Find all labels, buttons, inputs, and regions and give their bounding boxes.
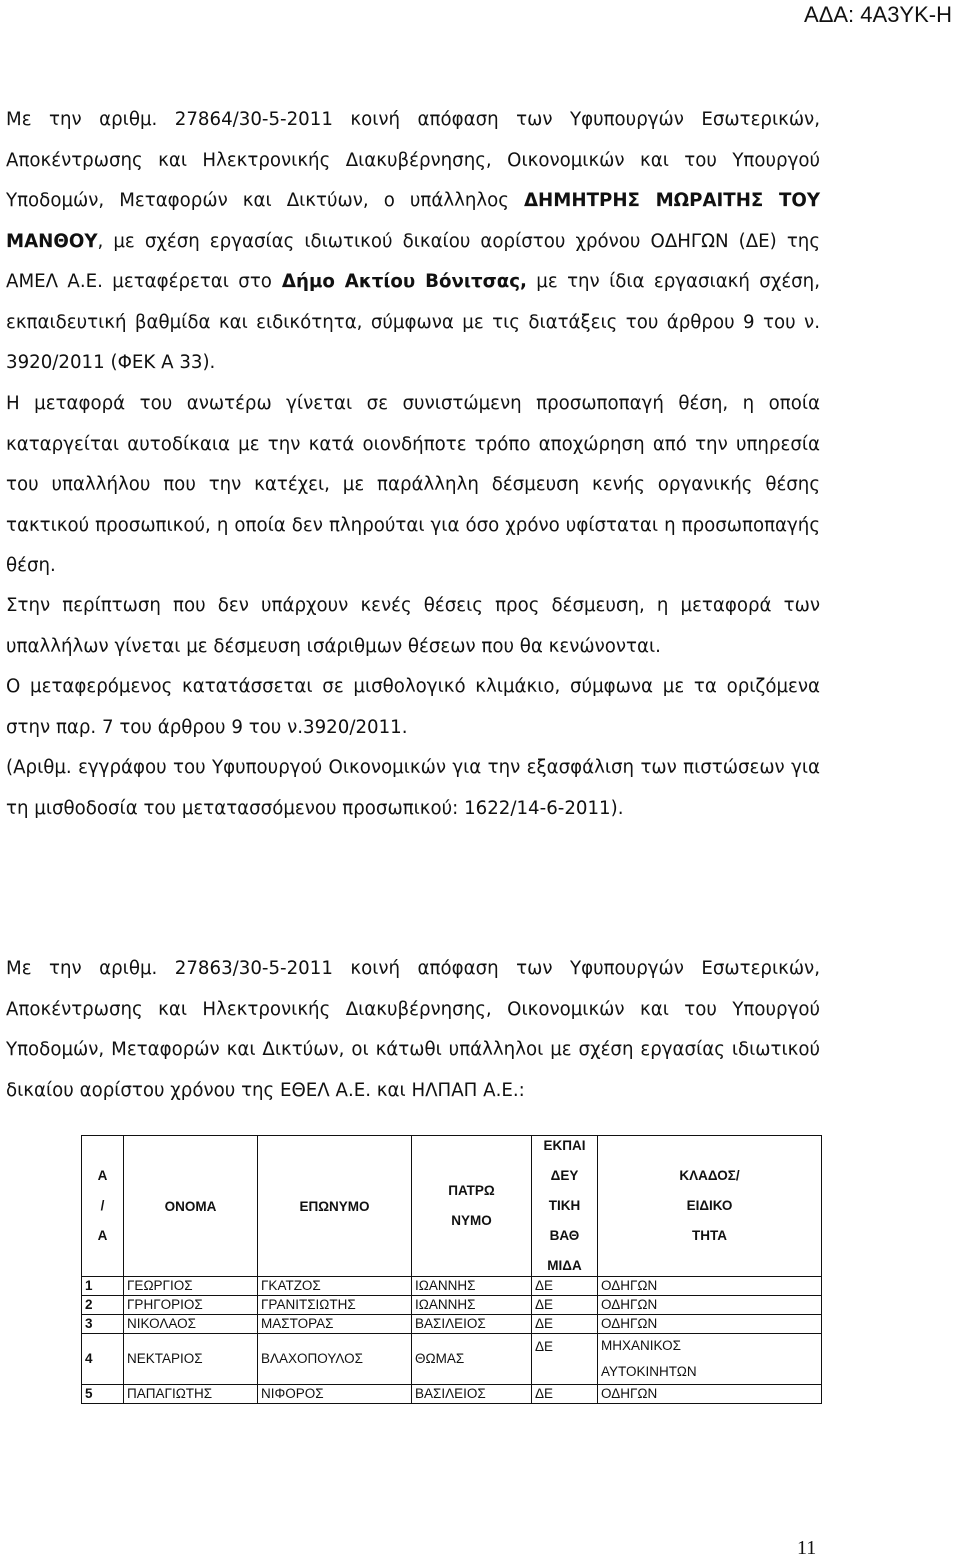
paragraph-personal-position: Η μεταφορά του ανωτέρω γίνεται σε συνιστώμενη προσωποπαγή θέση, η οποία καταργείται αυτοδίκαια με την κατά οιονδήποτε τρόπο αποχώρηση από την υπηρεσία του υπαλλήλου που την κατέχει, με παράλληλη δέσμευση κενής οργανικής θέσης τακτικού προσωπικού, η οποία δεν πληρούται για όσο χρόνο υφίσταται η προσωποπαγής θέση. <box>6 393 820 576</box>
ada-code: ΑΔΑ: 4Α3ΥΚ-Η <box>804 2 952 27</box>
cell-name: ΝΕΚΤΑΡΙΟΣ <box>124 1334 258 1385</box>
paragraph-salary-grade: Ο μεταφερόμενος κατατάσσεται σε μισθολογικό κλιμάκιο, σύμφωνα με τα οριζόμενα στην παρ. 7 του άρθρου 9 του ν.3920/2011. <box>6 676 820 738</box>
paragraph1-part1: Με την αριθμ. 27864/30-5-2011 κοινή απόφαση των Υφυπουργών Εσωτερικών, Αποκέντρωσης και Ηλεκτρονικής Διακυβέρνησης, Οικονομικών και του Υπουργού Υποδομών, Μεταφορών και Δικτύων, ο υπάλληλος <box>6 109 820 211</box>
cell-name: ΝΙΚΟΛΑΟΣ <box>124 1315 258 1334</box>
cell-aa: 4 <box>82 1334 124 1385</box>
paragraph1-part3: με την ίδια εργασιακή σχέση, εκπαιδευτική βαθμίδα και ειδικότητα, σύμφωνα με τις διατάξεις του άρθρου 9 του ν. 3920/2011 (ΦΕΚ Α 33). <box>6 271 820 373</box>
cell-aa: 3 <box>82 1315 124 1334</box>
cell-father-name: ΘΩΜΑΣ <box>412 1334 532 1385</box>
cell-father-name: ΒΑΣΙΛΕΙΟΣ <box>412 1315 532 1334</box>
page-number: 11 <box>797 1537 817 1559</box>
specialty-line-2: ΑΥΤΟΚΙΝΗΤΩΝ <box>601 1364 697 1379</box>
header-father-name: ΠΑΤΡΩ ΝΥΜΟ <box>412 1136 532 1277</box>
target-municipality: Δήμο Ακτίου Βόνιτσας, <box>281 271 527 292</box>
table-header-row <box>82 1136 822 1277</box>
header-aa: Α / Α <box>82 1136 124 1277</box>
table-row <box>82 1277 822 1296</box>
cell-specialty <box>598 1334 822 1385</box>
cell-specialty: ΟΔΗΓΩΝ <box>598 1385 822 1404</box>
cell-surname: ΜΑΣΤΟΡΑΣ <box>258 1315 412 1334</box>
table-row <box>82 1315 822 1334</box>
cell-specialty: ΟΔΗΓΩΝ <box>598 1277 822 1296</box>
table-row <box>82 1296 822 1315</box>
employee-name: ΔΗΜΗΤΡΗΣ ΜΩΡΑΙΤΗΣ ΤΟΥ ΜΑΝΘΟΥ <box>6 190 820 252</box>
table-row <box>82 1334 822 1385</box>
cell-aa: 1 <box>82 1277 124 1296</box>
cell-father-name: ΙΩΑΝΝΗΣ <box>412 1296 532 1315</box>
paragraph-transfer-decision-1 <box>6 100 820 384</box>
cell-father-name: ΒΑΣΙΛΕΙΟΣ <box>412 1385 532 1404</box>
paragraph-vacancy-note: Στην περίπτωση που δεν υπάρχουν κενές θέσεις προς δέσμευση, η μεταφορά των υπαλλήλων γίνεται με δέσμευση ισάριθμων θέσεων που θα κενώνονται. <box>6 595 820 657</box>
header-surname: ΕΠΩΝΥΜΟ <box>258 1136 412 1277</box>
cell-name: ΓΕΩΡΓΙΟΣ <box>124 1277 258 1296</box>
cell-grade: ΔΕ <box>532 1385 598 1404</box>
cell-specialty: ΟΔΗΓΩΝ <box>598 1296 822 1315</box>
staff-table <box>81 1135 822 1404</box>
paragraph-funding-document: (Αριθμ. εγγράφου του Υφυπουργού Οικονομικών για την εξασφάλιση των πιστώσεων για τη μισθοδοσία του μετατασσόμενου προσωπικού: 1622/14-6-2011). <box>6 757 820 819</box>
cell-name: ΠΑΠΑΓΙΩΤΗΣ <box>124 1385 258 1404</box>
cell-grade: ΔΕ <box>532 1334 598 1385</box>
specialty-line-1: ΜΗΧΑΝΙΚΟΣ <box>601 1338 681 1353</box>
cell-grade: ΔΕ <box>532 1315 598 1334</box>
cell-surname: ΓΡΑΝΙΤΣΙΩΤΗΣ <box>258 1296 412 1315</box>
header-specialty: ΚΛΑΔΟΣ/ ΕΙΔΙΚΟ ΤΗΤΑ <box>598 1136 822 1277</box>
paragraph-transfer-decision-2: Με την αριθμ. 27863/30-5-2011 κοινή απόφαση των Υφυπουργών Εσωτερικών, Αποκέντρωσης και Ηλεκτρονικής Διακυβέρνησης, Οικονομικών και του Υπουργού Υποδομών, Μεταφορών και Δικτύων, οι κάτωθι υπάλληλοι με σχέση εργασίας ιδιωτικού δικαίου αορίστου χρόνου της ΕΘΕΛ Α.Ε. και ΗΛΠΑΠ Α.Ε.: <box>6 958 820 1101</box>
cell-surname: ΒΛΑΧΟΠΟΥΛΟΣ <box>258 1334 412 1385</box>
cell-grade: ΔΕ <box>532 1277 598 1296</box>
cell-aa: 2 <box>82 1296 124 1315</box>
cell-father-name: ΙΩΑΝΝΗΣ <box>412 1277 532 1296</box>
cell-surname: ΓΚΑΤΖΟΣ <box>258 1277 412 1296</box>
table-row <box>82 1385 822 1404</box>
cell-name: ΓΡΗΓΟΡΙΟΣ <box>124 1296 258 1315</box>
paragraph1-part2: , με σχέση εργασίας ιδιωτικού δικαίου αορίστου χρόνου ΟΔΗΓΩΝ (ΔΕ) της ΑΜΕΛ Α.Ε. μεταφέρεται στο <box>6 230 820 292</box>
cell-grade: ΔΕ <box>532 1296 598 1315</box>
header-name: ΟΝΟΜΑ <box>124 1136 258 1277</box>
cell-surname: ΝΙΦΟΡΟΣ <box>258 1385 412 1404</box>
cell-aa: 5 <box>82 1385 124 1404</box>
cell-specialty: ΟΔΗΓΩΝ <box>598 1315 822 1334</box>
header-education-grade: ΕΚΠΑΙ ΔΕΥ ΤΙΚΗ ΒΑΘ ΜΙΔΑ <box>532 1136 598 1277</box>
